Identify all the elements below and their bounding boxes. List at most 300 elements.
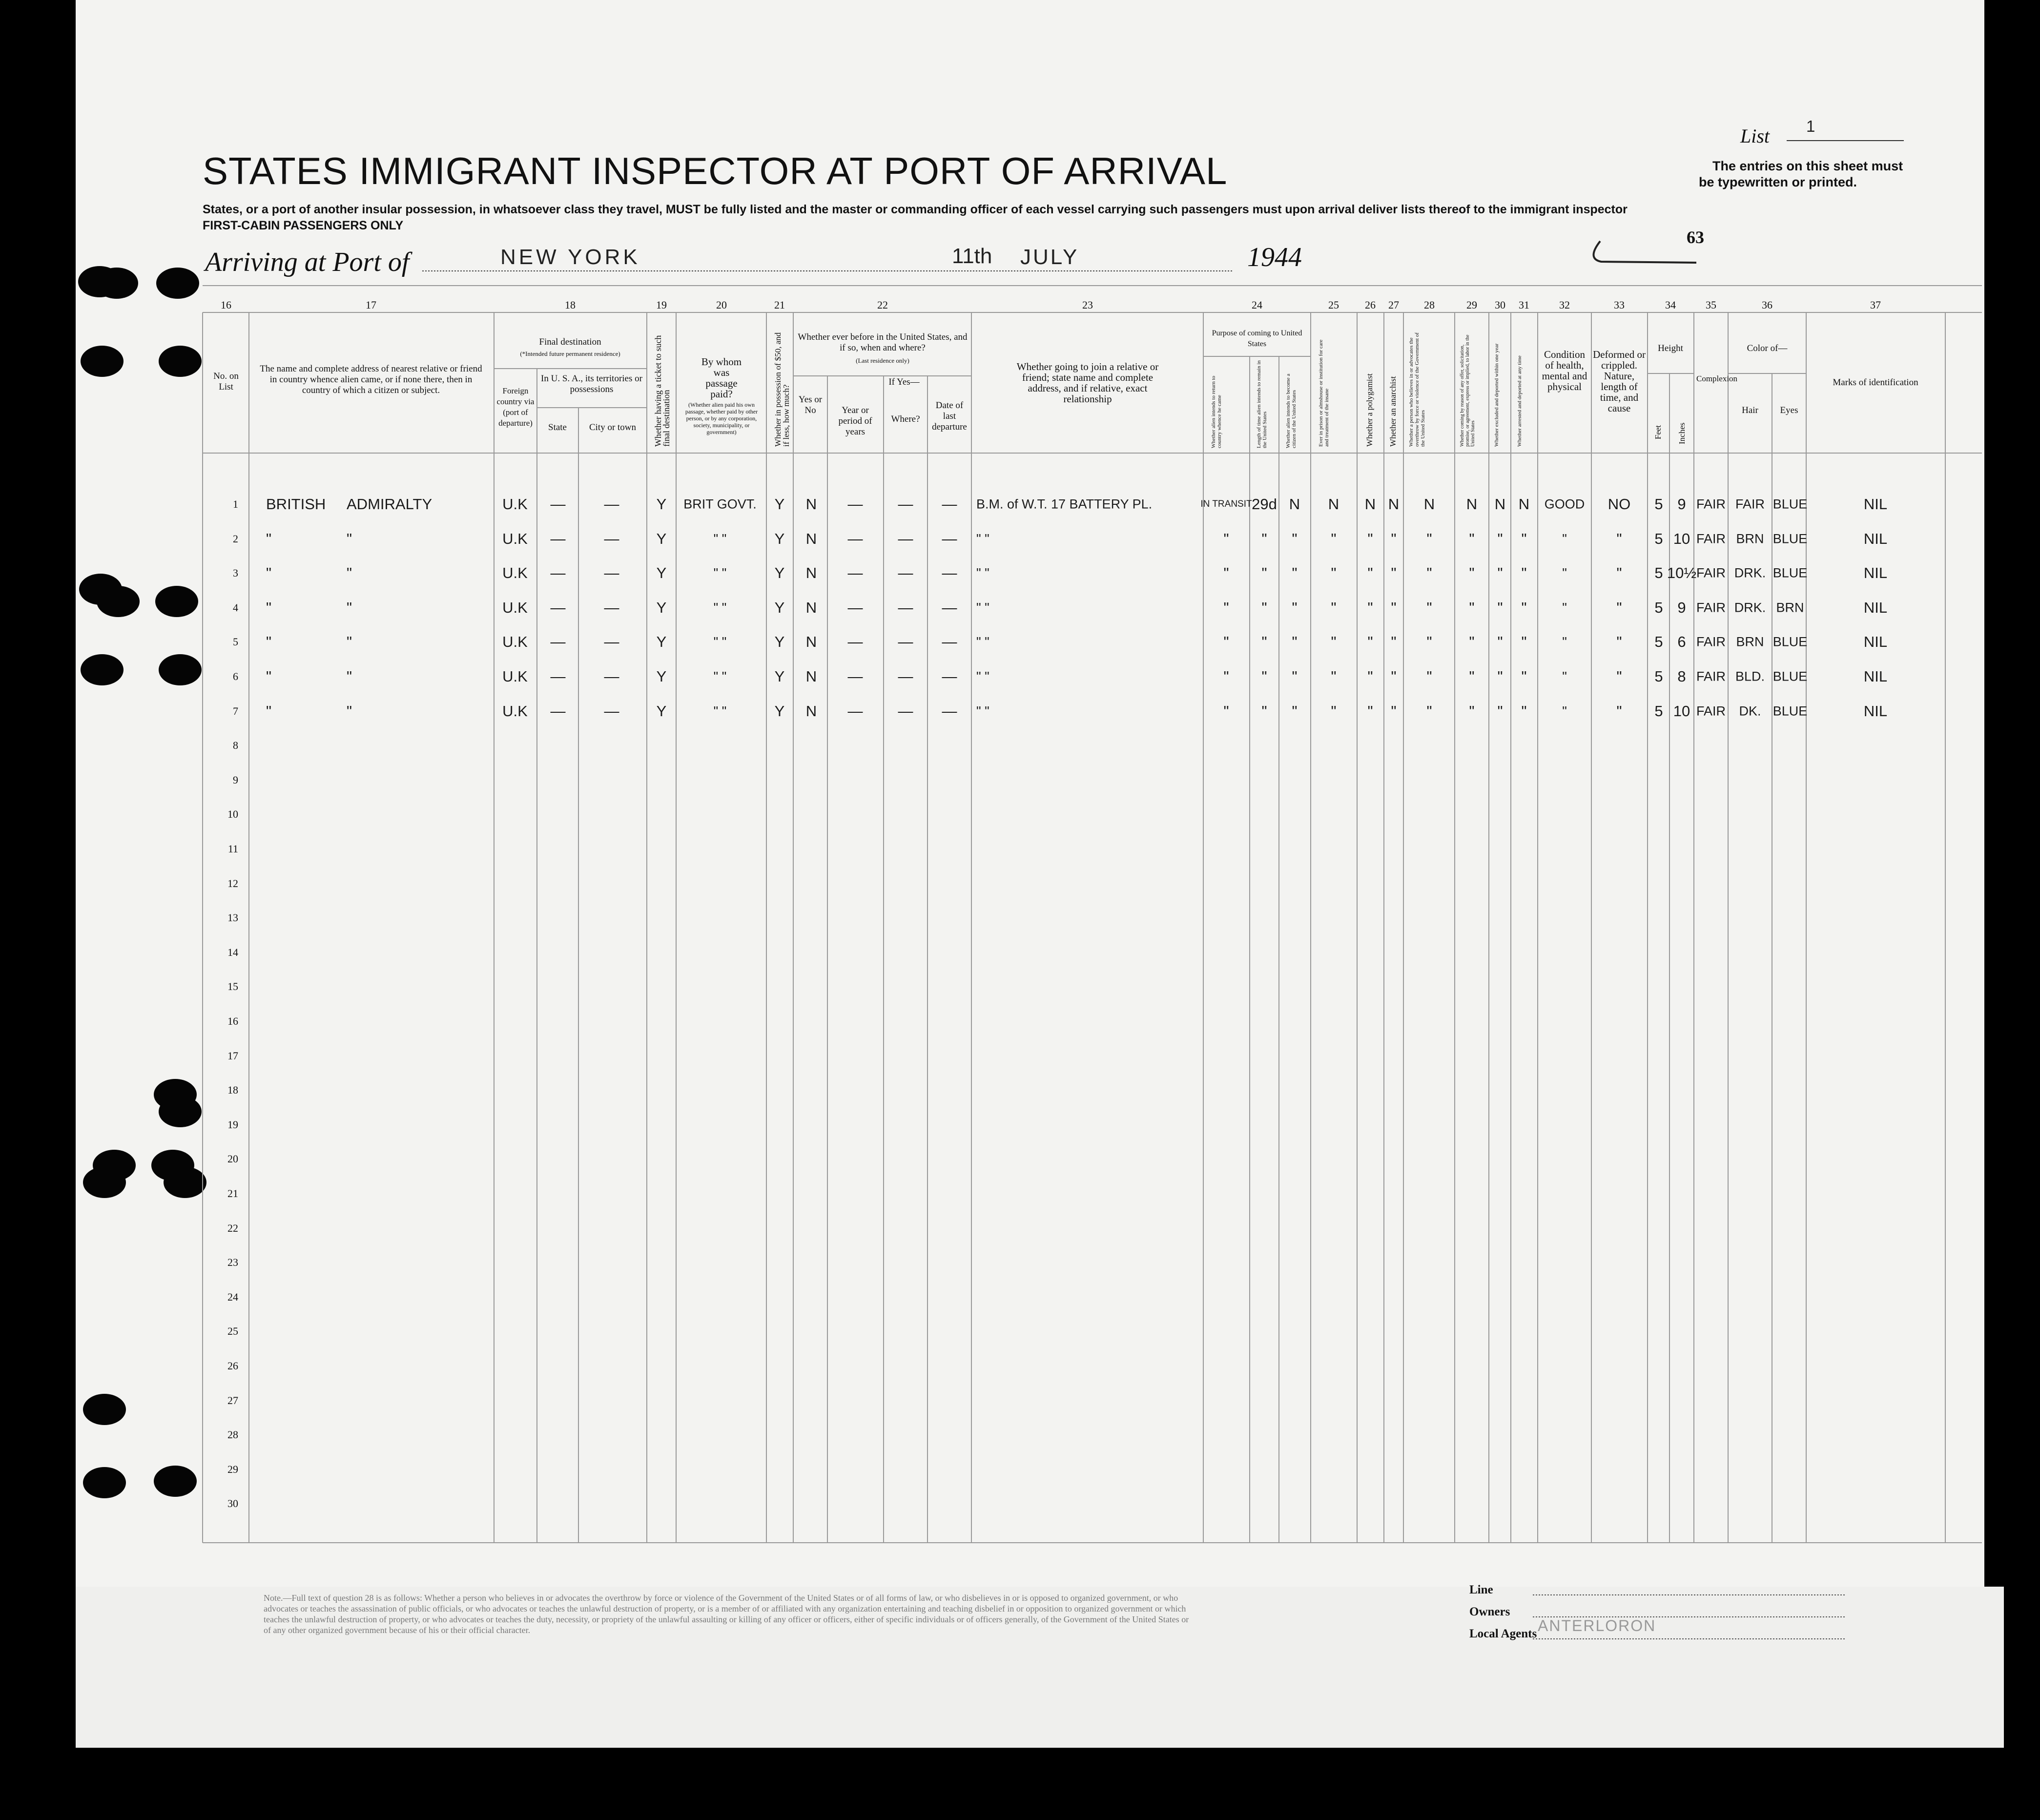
cell-c28: N	[1423, 496, 1435, 513]
cell-p2: "	[1261, 633, 1267, 651]
cell-hair: DK.	[1739, 703, 1761, 719]
cell-c27: "	[1391, 530, 1397, 547]
header-foreign-country: Foreign country via (port of departure)	[496, 386, 535, 428]
cell-c31: "	[1521, 668, 1527, 685]
cell-city: —	[604, 633, 619, 651]
col-number-22: 22	[877, 299, 888, 311]
cell-dep: —	[942, 530, 957, 547]
cell-c27: N	[1388, 496, 1400, 513]
cell-eyes: BLUE	[1772, 669, 1808, 684]
cell-dep: —	[942, 633, 957, 651]
cell-marks: NIL	[1863, 668, 1888, 685]
header-color-of: Color of—	[1747, 343, 1788, 353]
row-number: 7	[233, 704, 238, 717]
arrival-month: JULY	[1020, 245, 1079, 269]
cell-state: —	[550, 564, 566, 582]
cell-eyes: BLUE	[1772, 496, 1808, 512]
cell-complexion: FAIR	[1696, 531, 1726, 546]
cell-health: "	[1562, 531, 1567, 546]
cell-complexion: FAIR	[1696, 565, 1726, 580]
cell-c26: "	[1367, 668, 1373, 685]
cell-feet: 5	[1654, 702, 1663, 720]
cell-join: " "	[976, 634, 989, 649]
cell-city: —	[604, 496, 619, 513]
row-number: 3	[233, 567, 238, 579]
cell-marks: NIL	[1863, 496, 1888, 513]
row-number: 5	[233, 636, 238, 648]
cell-paid: " "	[713, 703, 727, 719]
cell-c28: "	[1426, 668, 1432, 685]
cell-c27: "	[1391, 564, 1397, 582]
col-number-29: 29	[1466, 299, 1477, 311]
cell-p1: "	[1223, 633, 1229, 651]
header-usa: In U. S. A., its territories or possessions	[541, 373, 642, 394]
cell-inches: 10	[1673, 530, 1690, 547]
header-c31: Whether arrested and deported at any time	[1517, 355, 1523, 447]
col-number-26: 26	[1365, 299, 1376, 311]
cell-hair: FAIR	[1735, 496, 1765, 512]
col-number-35: 35	[1706, 299, 1716, 311]
cell-c25: "	[1331, 599, 1337, 616]
cell-feet: 5	[1654, 668, 1663, 685]
col-number-30: 30	[1495, 299, 1505, 311]
cell-health: "	[1562, 703, 1567, 719]
cell-p3: "	[1292, 564, 1298, 582]
cell-deformed: "	[1616, 668, 1622, 685]
header-c29: Whether coming by reason of any offer, solicitation, promise, or agreement, express or implied, to labor in the United States	[1460, 334, 1476, 447]
cell-c30: "	[1497, 668, 1503, 685]
cell-before: N	[805, 702, 817, 720]
row-number: 1	[233, 498, 238, 510]
cell-c28: "	[1426, 702, 1432, 720]
cell-p3: "	[1292, 633, 1298, 651]
cell-rel2: "	[347, 564, 352, 582]
cell-c25: "	[1331, 702, 1337, 720]
header-where: Where?	[891, 414, 920, 424]
row-number: 20	[227, 1153, 238, 1165]
cell-fifty: Y	[774, 564, 785, 582]
col-number-27: 27	[1388, 299, 1399, 311]
cell-c29: "	[1469, 599, 1475, 616]
cell-where: —	[898, 496, 913, 513]
cell-country: U.K	[502, 668, 528, 685]
cell-p2: "	[1261, 668, 1267, 685]
cell-city: —	[604, 702, 619, 720]
col-number-19: 19	[656, 299, 667, 311]
cell-c29: "	[1469, 564, 1475, 582]
cell-inches: 8	[1677, 668, 1686, 685]
cell-join: " "	[976, 669, 989, 684]
col-number-36: 36	[1762, 299, 1772, 311]
cell-before: N	[805, 633, 817, 651]
cell-deformed: NO	[1607, 496, 1631, 513]
cell-c28: "	[1426, 633, 1432, 651]
header-if-yes: If Yes—	[888, 377, 920, 387]
col-number-16: 16	[221, 299, 231, 311]
cell-p3: "	[1292, 599, 1298, 616]
header-anarchist: Whether an anarchist	[1388, 376, 1398, 447]
header-purpose: Purpose of coming to United States	[1212, 329, 1302, 348]
header-before-us-sub: (Last residence only)	[856, 357, 909, 364]
cell-eyes: BLUE	[1772, 531, 1808, 546]
cell-c31: N	[1518, 496, 1530, 513]
cell-c30: "	[1497, 564, 1503, 582]
cell-c31: "	[1521, 530, 1527, 547]
header-marks: Marks of identification	[1833, 377, 1918, 388]
cell-c29: "	[1469, 702, 1475, 720]
cell-c26: N	[1364, 496, 1376, 513]
cell-p1: "	[1223, 530, 1229, 547]
cell-eyes: BLUE	[1772, 565, 1808, 580]
cell-country: U.K	[502, 496, 528, 513]
cell-health: "	[1562, 669, 1567, 684]
cell-ticket: Y	[656, 599, 667, 616]
cell-yr: —	[847, 702, 863, 720]
cell-c31: "	[1521, 633, 1527, 651]
cell-rel1: BRITISH	[266, 496, 326, 513]
cell-p3: "	[1292, 668, 1298, 685]
cell-rel2: "	[347, 668, 352, 685]
cell-c26: "	[1367, 530, 1373, 547]
cell-c29: "	[1469, 668, 1475, 685]
cell-c25: "	[1331, 668, 1337, 685]
row-number: 29	[227, 1463, 238, 1475]
cell-yr: —	[847, 599, 863, 616]
cell-country: U.K	[502, 564, 528, 582]
cell-inches: 10½	[1667, 564, 1697, 582]
cell-join: " "	[976, 703, 989, 719]
cell-dep: —	[942, 599, 957, 616]
row-number: 22	[227, 1221, 238, 1234]
cell-p2: "	[1261, 702, 1267, 720]
header-city: City or town	[589, 422, 637, 433]
cell-where: —	[898, 633, 913, 651]
cell-p2: "	[1261, 530, 1267, 547]
cell-p2: 29d	[1252, 496, 1277, 513]
cell-c25: "	[1331, 564, 1337, 582]
row-number: 10	[227, 808, 238, 821]
cell-inches: 6	[1677, 633, 1686, 651]
cell-p1: "	[1223, 564, 1229, 582]
row-number: 16	[227, 1015, 238, 1027]
cell-before: N	[805, 496, 817, 513]
header-date-departure: Date of last departure	[932, 400, 967, 432]
arrival-year: 1944	[1247, 242, 1302, 272]
cell-deformed: "	[1616, 564, 1622, 582]
cell-p3: N	[1289, 496, 1300, 513]
list-label: List	[1740, 125, 1770, 147]
cell-inches: 9	[1677, 496, 1686, 513]
cell-p1: "	[1223, 599, 1229, 616]
header-before-us: Whether ever before in the United States, and if so, when and where?	[798, 332, 968, 353]
header-polygamist: Whether a polygamist	[1365, 373, 1374, 447]
row-number: 21	[227, 1187, 238, 1200]
row-number: 30	[227, 1497, 238, 1510]
cell-state: —	[550, 668, 566, 685]
cell-c26: "	[1367, 702, 1373, 720]
cell-country: U.K	[502, 702, 528, 720]
cell-c28: "	[1426, 564, 1432, 582]
cell-c31: "	[1521, 702, 1527, 720]
cell-p1: IN TRANSIT	[1200, 499, 1252, 509]
cell-rel2: "	[347, 530, 352, 547]
cell-eyes: BLUE	[1772, 703, 1808, 719]
note-typewritten-1: The entries on this sheet must	[1712, 159, 1903, 173]
cell-c30: "	[1497, 702, 1503, 720]
cell-hair: BRN	[1736, 634, 1764, 649]
cell-c30: "	[1497, 599, 1503, 616]
cell-health: "	[1562, 565, 1567, 580]
cell-c25: "	[1331, 530, 1337, 547]
col-number-23: 23	[1082, 299, 1093, 311]
row-number: 27	[227, 1394, 238, 1406]
cell-health: "	[1562, 600, 1567, 615]
list-number: 1	[1806, 117, 1815, 135]
cell-c29: N	[1466, 496, 1478, 513]
header-hair: Hair	[1742, 405, 1758, 415]
cell-before: N	[805, 599, 817, 616]
cell-ticket: Y	[656, 633, 667, 651]
cabin-line: FIRST-CABIN PASSENGERS ONLY	[203, 219, 404, 232]
cell-fifty: Y	[774, 633, 785, 651]
cell-p2: "	[1261, 564, 1267, 582]
header-c30: Whether excluded and deported within one year	[1494, 343, 1500, 447]
cell-rel1: "	[266, 668, 272, 685]
header-fifty: Whether in possession of $50, and if less, how much?	[773, 332, 791, 447]
cell-rel2: "	[347, 599, 352, 616]
form-title: STATES IMMIGRANT INSPECTOR AT PORT OF ARRIVAL	[203, 149, 1228, 192]
col-number-34: 34	[1665, 299, 1676, 311]
cell-rel2: "	[347, 633, 352, 651]
cell-rel1: "	[266, 564, 272, 582]
col-number-28: 28	[1424, 299, 1435, 311]
cell-paid: " "	[713, 634, 727, 649]
port-value: NEW YORK	[500, 245, 640, 269]
cell-c25: "	[1331, 633, 1337, 651]
cell-city: —	[604, 564, 619, 582]
cell-dep: —	[942, 564, 957, 582]
header-purpose-2: Length of time alien intends to remain in the United States	[1256, 360, 1268, 448]
cell-p2: "	[1261, 599, 1267, 616]
cell-state: —	[550, 599, 566, 616]
header-paid-by: By whom was passage paid?	[701, 356, 742, 400]
cell-deformed: "	[1616, 633, 1622, 651]
cell-yr: —	[847, 668, 863, 685]
instruction-line: States, or a port of another insular possession, in whatsoever class they travel, MUST be fully listed and the master or commanding officer of each vessel carrying such passengers must upon arrival deliver lists thereof to the immigrant inspector	[203, 203, 1628, 216]
cell-c27: "	[1391, 702, 1397, 720]
cell-c30: "	[1497, 530, 1503, 547]
cell-yr: —	[847, 633, 863, 651]
cell-country: U.K	[502, 633, 528, 651]
row-number: 26	[227, 1360, 238, 1372]
header-feet: Feet	[1653, 425, 1663, 439]
header-final-destination: Final destination	[539, 337, 601, 347]
cell-fifty: Y	[774, 702, 785, 720]
arriving-label: Arriving at Port of	[205, 247, 410, 277]
col-number-18: 18	[565, 299, 576, 311]
row-number: 18	[227, 1084, 238, 1096]
cell-fifty: Y	[774, 668, 785, 685]
cell-dep: —	[942, 496, 957, 513]
cell-c25: N	[1328, 496, 1339, 513]
cell-before: N	[805, 668, 817, 685]
header-eyes: Eyes	[1780, 405, 1798, 415]
row-number: 24	[227, 1290, 238, 1303]
header-paid-by-sub: (Whether alien paid his own passage, whether paid by other person, or by any corporation, society, municipality, or government)	[685, 401, 758, 435]
row-number: 13	[227, 911, 238, 924]
cell-c30: "	[1497, 633, 1503, 651]
cell-c31: "	[1521, 564, 1527, 582]
line-label: Line	[1469, 1583, 1493, 1596]
cell-paid: " "	[713, 565, 727, 580]
cell-country: U.K	[502, 599, 528, 616]
cell-join: " "	[976, 565, 989, 580]
cell-feet: 5	[1654, 530, 1663, 547]
row-number: 15	[227, 980, 238, 993]
cell-c29: "	[1469, 633, 1475, 651]
cell-hair: DRK.	[1734, 565, 1766, 580]
footnote: Note.—Full text of question 28 is as follows: Whether a person who believes in or advocates the overthrow by force or violence of the Government of the United States or of all forms of law, or who disbelieves in or is opposed to organized government, or who advocates or teaches the assassination of public officials, or who advocates or teaches the unlawful destruction of property, or is a member of or affiliated with any organization entertaining and teaching disbelief in or opposition to organized government or which teaches the unlawful destruction of property, or who advocates or teaches the duty, necessity, or propriety of the unlawful assaulting or killing of any officer or officers, either of specific individuals or of officers generally, of the Government of the United States or of any other organized government because of his or their official character.	[264, 1593, 1189, 1635]
header-ticket: Whether having a ticket to such final destination	[653, 335, 671, 447]
cell-rel1: "	[266, 530, 272, 547]
cell-c26: "	[1367, 599, 1373, 616]
cell-dep: —	[942, 702, 957, 720]
cell-c26: "	[1367, 633, 1373, 651]
cell-eyes: BRN	[1776, 600, 1804, 615]
cell-rel2: ADMIRALTY	[347, 496, 433, 513]
header-final-destination-sub: (*Intended future permanent residence)	[520, 350, 620, 357]
cell-ticket: Y	[656, 702, 667, 720]
cell-deformed: "	[1616, 702, 1622, 720]
row-number: 2	[233, 532, 238, 545]
cell-city: —	[604, 668, 619, 685]
col-number-31: 31	[1519, 299, 1529, 311]
header-state: State	[548, 422, 567, 433]
cell-rel1: "	[266, 633, 272, 651]
cell-yr: —	[847, 564, 863, 582]
cell-where: —	[898, 599, 913, 616]
local-agents-label: Local Agents	[1469, 1627, 1537, 1640]
row-number: 12	[227, 877, 238, 889]
row-number: 25	[227, 1325, 238, 1338]
cell-ticket: Y	[656, 530, 667, 547]
cell-yr: —	[847, 496, 863, 513]
cell-yr: —	[847, 530, 863, 547]
cell-where: —	[898, 702, 913, 720]
col-number-37: 37	[1870, 299, 1881, 311]
cell-state: —	[550, 496, 566, 513]
cell-c28: "	[1426, 530, 1432, 547]
cell-c31: "	[1521, 599, 1527, 616]
cell-dep: —	[942, 668, 957, 685]
header-yes-no: Yes or No	[798, 394, 823, 415]
cell-paid: " "	[713, 531, 727, 546]
header-height: Height	[1658, 343, 1683, 353]
cell-state: —	[550, 702, 566, 720]
row-number: 28	[227, 1428, 238, 1441]
cell-before: N	[805, 530, 817, 547]
header-relative: The name and complete address of nearest relative or friend in country whence alien came, or if none there, then in country of which a citizen or subject.	[260, 364, 482, 395]
header-joining: Whether going to join a relative or friend; state name and complete address, and if relative, exact relationship	[1016, 361, 1159, 405]
cell-complexion: FAIR	[1696, 600, 1726, 615]
cell-complexion: FAIR	[1696, 703, 1726, 719]
cell-rel2: "	[347, 702, 352, 720]
cell-where: —	[898, 564, 913, 582]
row-number: 6	[233, 670, 238, 682]
col-number-20: 20	[716, 299, 727, 311]
stamp-number: 63	[1687, 228, 1704, 247]
cell-ticket: Y	[656, 496, 667, 513]
cell-deformed: "	[1616, 599, 1622, 616]
row-number: 9	[233, 773, 238, 786]
cell-join: B.M. of W.T. 17 BATTERY PL.	[976, 496, 1153, 512]
cell-complexion: FAIR	[1696, 669, 1726, 684]
cell-paid: BRIT GOVT.	[683, 496, 757, 512]
cell-feet: 5	[1654, 564, 1663, 582]
cell-marks: NIL	[1863, 633, 1888, 651]
cell-fifty: Y	[774, 530, 785, 547]
cell-p3: "	[1292, 702, 1298, 720]
col-number-25: 25	[1328, 299, 1339, 311]
row-number: 17	[227, 1049, 238, 1062]
cell-paid: " "	[713, 600, 727, 615]
cell-city: —	[604, 530, 619, 547]
cell-p1: "	[1223, 702, 1229, 720]
cell-marks: NIL	[1863, 530, 1888, 547]
note-typewritten-2: be typewritten or printed.	[1699, 175, 1857, 189]
header-c28: Whether a person who believes in or advocates the overthrow by force or violence of the Government of the United States	[1408, 332, 1426, 447]
cell-country: U.K	[502, 530, 528, 547]
cell-hair: DRK.	[1734, 600, 1766, 615]
cell-c30: N	[1494, 496, 1506, 513]
cell-deformed: "	[1616, 530, 1622, 547]
cell-c27: "	[1391, 599, 1397, 616]
cell-join: " "	[976, 531, 989, 546]
header-condition: Condition of health, mental and physical	[1542, 349, 1587, 393]
cell-c27: "	[1391, 633, 1397, 651]
owners-label: Owners	[1469, 1605, 1510, 1618]
cell-hair: BLD.	[1735, 669, 1765, 684]
col-number-24: 24	[1252, 299, 1262, 311]
cell-feet: 5	[1654, 496, 1663, 513]
cell-where: —	[898, 668, 913, 685]
cell-ticket: Y	[656, 564, 667, 582]
row-number: 4	[233, 601, 238, 614]
col-number-17: 17	[366, 299, 376, 311]
row-number: 14	[227, 946, 238, 958]
cell-join: " "	[976, 600, 989, 615]
header-complexion: Complexion	[1696, 374, 1738, 383]
cell-marks: NIL	[1863, 702, 1888, 720]
cell-c26: "	[1367, 564, 1373, 582]
cell-state: —	[550, 633, 566, 651]
cell-complexion: FAIR	[1696, 634, 1726, 649]
cell-health: "	[1562, 634, 1567, 649]
cell-marks: NIL	[1863, 599, 1888, 616]
cell-city: —	[604, 599, 619, 616]
header-no-on-list: No. on List	[213, 371, 239, 392]
cell-inches: 10	[1673, 702, 1690, 720]
cell-p1: "	[1223, 668, 1229, 685]
col-number-33: 33	[1614, 299, 1625, 311]
row-number: 23	[227, 1256, 238, 1269]
cell-rel1: "	[266, 599, 272, 616]
cell-complexion: FAIR	[1696, 496, 1726, 512]
header-deformed: Deformed or crippled. Nature, length of time, and cause	[1593, 349, 1646, 414]
cell-fifty: Y	[774, 496, 785, 513]
cell-where: —	[898, 530, 913, 547]
row-number: 19	[227, 1118, 238, 1131]
